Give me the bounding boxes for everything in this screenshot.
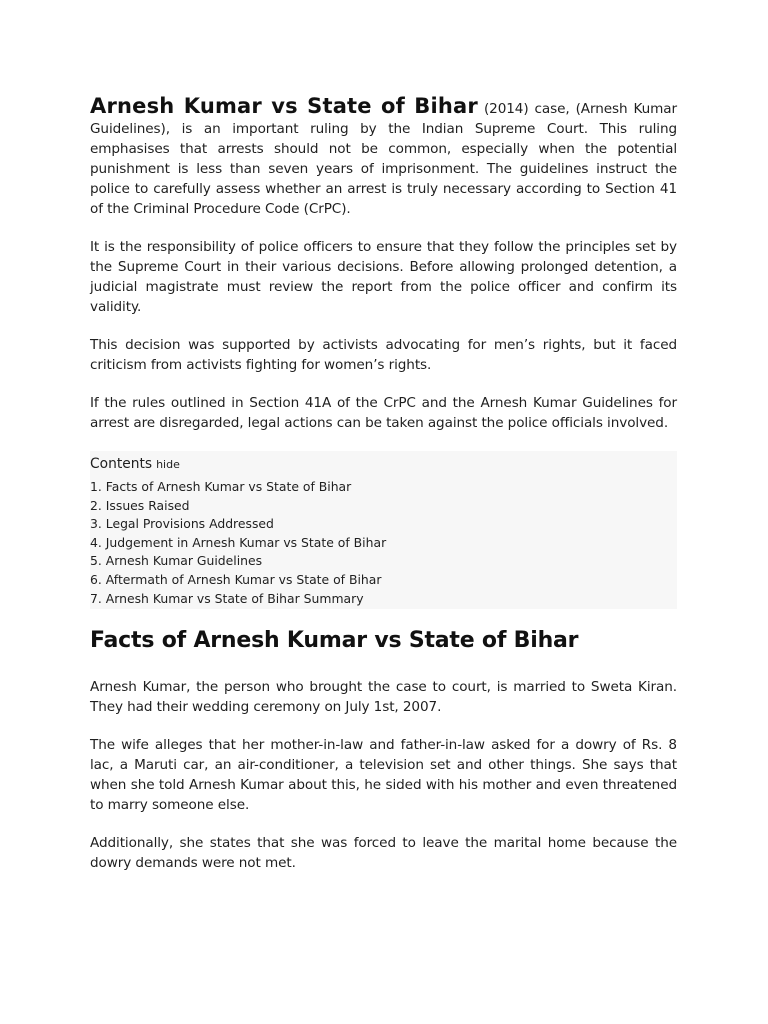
facts-heading: Facts of Arnesh Kumar vs State of Bihar	[90, 628, 579, 653]
toc-title: Contents	[90, 456, 153, 472]
toc-item[interactable]: 7. Arnesh Kumar vs State of Bihar Summary	[90, 590, 364, 606]
toc-item[interactable]: 3. Legal Provisions Addressed	[90, 516, 274, 532]
intro-paragraph	[90, 96, 677, 219]
article-title: Arnesh Kumar vs State of Bihar	[90, 94, 478, 118]
paragraph-police-responsibility: It is the responsibility of police officers to ensure that they follow the principles set by the Supreme Court in their various decisions. Before allowing prolonged detention, a judicial magistrate must review the report from the police officer and confirm its validity.	[90, 239, 677, 315]
facts-paragraph-dowry: The wife alleges that her mother-in-law and father-in-law asked for a dowry of Rs. 8 lac, a Maruti car, an air-conditioner, a television set and other things. She says that when she told Arnesh Kumar about this, he sided with his mother and even threatened to marry someone else.	[90, 737, 677, 813]
facts-paragraph-forced-leave: Additionally, she states that she was forced to leave the marital home because the dowry demands were not met.	[90, 835, 677, 871]
table-of-contents	[90, 451, 677, 609]
toc-header	[90, 453, 677, 476]
article	[90, 96, 677, 891]
toc-item[interactable]: 2. Issues Raised	[90, 497, 190, 513]
paragraph-section-41a: If the rules outlined in Section 41A of the CrPC and the Arnesh Kumar Guidelines for arrest are disregarded, legal actions can be taken against the police officials involved.	[90, 395, 677, 431]
toc-item[interactable]: 6. Aftermath of Arnesh Kumar vs State of Bihar	[90, 571, 382, 587]
toc-item[interactable]: 4. Judgement in Arnesh Kumar vs State of Bihar	[90, 534, 387, 550]
toc-item[interactable]: 5. Arnesh Kumar Guidelines	[90, 553, 263, 569]
facts-paragraph-marriage: Arnesh Kumar, the person who brought the case to court, is married to Sweta Kiran. They had their wedding ceremony on July 1st, 2007.	[90, 679, 677, 715]
paragraph-activists: This decision was supported by activists advocating for men’s rights, but it faced criticism from activists fighting for women’s rights.	[90, 337, 677, 373]
intro-text: (2014) case, (Arnesh Kumar Guidelines), is an important ruling by the Indian Supreme Court. This ruling emphasises that arrests should not be common, especially when the potential punishment is less than seven years of imprisonment. The guidelines instruct the police to carefully assess whether an arrest is truly necessary according to Section 41 of the Criminal Procedure Code (CrPC).	[90, 101, 678, 217]
toc-hide-toggle[interactable]: hide	[156, 458, 180, 471]
toc-list	[90, 478, 677, 608]
toc-item[interactable]: 1. Facts of Arnesh Kumar vs State of Bihar	[90, 479, 352, 494]
